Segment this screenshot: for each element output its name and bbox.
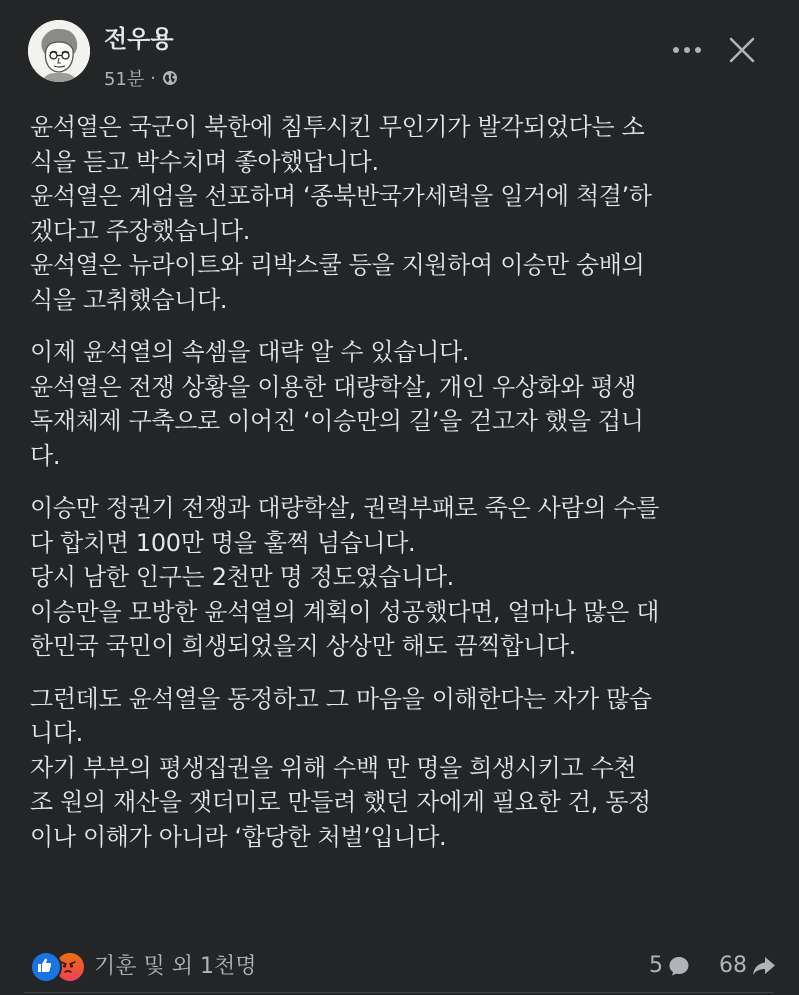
post-paragraph — [30, 110, 780, 317]
post-line: 이나 이해가 아니라 ‘합당한 처벌’입니다. — [30, 822, 447, 851]
comments-count[interactable] — [649, 951, 691, 981]
comment-icon — [667, 954, 691, 978]
engagement-counts — [649, 951, 777, 981]
footer-divider — [24, 992, 774, 993]
post-line: 당시 남한 인구는 2천만 명 정도였습니다. — [30, 563, 454, 591]
post-paragraph — [30, 335, 780, 473]
post-time[interactable]: 51분 — [104, 69, 145, 90]
post-line: 식을 고취했습니다. — [30, 285, 228, 314]
more-dots-icon — [672, 46, 702, 54]
close-button[interactable] — [720, 28, 764, 72]
post-line: 그런데도 윤석열을 동정하고 그 마음을 이해한다는 자가 많습 — [30, 684, 652, 713]
post-meta — [104, 66, 178, 90]
post-line: 다 합치면 100만 명을 훌쩍 넘습니다. — [30, 528, 416, 557]
post-line: 자기 부부의 평생집권을 위해 수백 만 명을 희생시키고 수천 — [30, 753, 637, 782]
post-line: 이제 윤석열의 속셈을 대략 알 수 있습니다. — [30, 338, 470, 366]
post-footer — [0, 945, 799, 985]
post-line: 윤석열은 전쟁 상황을 이용한 대량학살, 개인 우상화와 평생 — [30, 372, 637, 401]
author-name[interactable]: 전우용 — [104, 25, 174, 53]
meta-separator: · — [150, 67, 157, 89]
reactions-text: 기훈 및 외 1천명 — [94, 954, 257, 979]
post-line: 이승만을 모방한 윤석열의 계획이 성공했다면, 얼마나 많은 대 — [30, 597, 660, 626]
globe-icon — [162, 70, 178, 86]
avatar-portrait-icon — [28, 20, 90, 82]
post-line: 독재체제 구축으로 이어진 ‘이승만의 길’을 걷고자 했을 겁니 — [30, 407, 644, 435]
post-paragraph — [30, 682, 780, 855]
post-line: 윤석열은 계엄을 선포하며 ‘종북반국가세력을 일거에 척결’하 — [30, 182, 652, 210]
post-header — [0, 0, 799, 100]
post-line: 조 원의 재산을 잿더미로 만들려 했던 자에게 필요한 건, 동정 — [30, 788, 651, 816]
post-line: 한민국 국민이 희생되었을지 상상만 해도 끔찍합니다. — [30, 632, 576, 660]
post-line: 식을 듣고 박수치며 좋아했답니다. — [30, 147, 379, 176]
post-line: 윤석열은 국군이 북한에 침투시킨 무인기가 발각되었다는 소 — [30, 113, 645, 141]
post-line: 다. — [30, 441, 61, 470]
like-icon — [30, 951, 62, 983]
shares-count-value: 68 — [719, 953, 747, 978]
post-line: 윤석열은 뉴라이트와 리박스쿨 등을 지원하여 이승만 숭배의 — [30, 251, 645, 279]
close-icon — [729, 37, 755, 63]
avatar[interactable] — [28, 20, 90, 82]
post-paragraph — [30, 491, 780, 664]
share-icon — [751, 954, 777, 978]
more-options-button[interactable] — [664, 30, 710, 70]
post-body — [30, 110, 780, 872]
post-line: 겠다고 주장했습니다. — [30, 216, 251, 245]
comments-count-value: 5 — [649, 953, 663, 978]
post-line: 이승만 정권기 전쟁과 대량학살, 권력부패로 죽은 사람의 수를 — [30, 494, 660, 522]
post-line: 니다. — [30, 719, 83, 747]
shares-count[interactable] — [719, 951, 777, 981]
reactions-summary[interactable] — [30, 951, 257, 983]
